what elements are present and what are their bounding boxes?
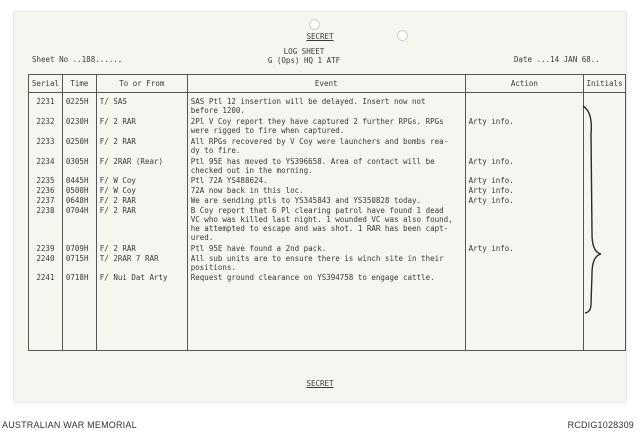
event-line: Ptl 95E have found a 2nd pack.	[190, 244, 327, 253]
cell-to-from: F/ Nui Dat Arty	[96, 272, 187, 282]
log-sheet-title: LOG SHEET	[283, 47, 325, 56]
cell-time: 0500H	[62, 185, 96, 195]
empty-cell	[62, 282, 96, 351]
cell-event	[187, 155, 465, 175]
log-sheet-page	[14, 12, 626, 402]
cell-action: Arty info.	[465, 195, 583, 205]
cell-event	[187, 272, 465, 282]
event-line: before 1200.	[190, 106, 245, 115]
cell-time: 0230H	[62, 115, 96, 135]
empty-cell	[187, 282, 465, 351]
cell-serial: 2238	[29, 205, 63, 242]
cell-to-from: F/ 2 RAR	[96, 195, 187, 205]
event-line: All sub units are to ensure there is winch site in their	[190, 254, 444, 263]
table-row	[29, 242, 626, 253]
date-trail: ..	[590, 55, 600, 64]
cell-time: 0718H	[62, 272, 96, 282]
log-date	[514, 55, 600, 64]
cell-time: 0225H	[62, 93, 96, 116]
event-line: SAS Ptl 12 insertion will be delayed. Insert now not	[190, 97, 426, 106]
table-row	[29, 195, 626, 205]
table-row	[29, 115, 626, 135]
cell-to-from: T/ 2RAR 7 RAR	[96, 253, 187, 272]
cell-action	[465, 253, 583, 272]
cell-serial: 2237	[29, 195, 63, 205]
table-row	[29, 205, 626, 242]
cell-event	[187, 135, 465, 155]
event-line: 72A now back in this loc.	[190, 186, 304, 195]
classification-bottom: SECRET	[306, 379, 334, 388]
archive-reference: RCDIG1028309	[567, 420, 634, 430]
initials-brace-mark	[579, 104, 609, 314]
event-line: positions.	[190, 263, 236, 272]
punch-hole	[309, 19, 320, 30]
event-line: 2Pl V Coy report they have captured 2 further RPGs. RPGs	[190, 117, 444, 126]
archive-credit: AUSTRALIAN WAR MEMORIAL	[2, 420, 137, 430]
cell-serial: 2239	[29, 242, 63, 253]
cell-event	[187, 205, 465, 242]
log-table	[28, 74, 626, 351]
cell-serial: 2236	[29, 185, 63, 195]
cell-action	[465, 205, 583, 242]
table-row	[29, 272, 626, 282]
table-row	[29, 155, 626, 175]
cell-serial: 2234	[29, 155, 63, 175]
cell-to-from: F/ 2 RAR	[96, 135, 187, 155]
cell-time: 0648H	[62, 195, 96, 205]
date-value: 14 JAN 68	[550, 55, 591, 64]
table-row	[29, 135, 626, 155]
table-row	[29, 185, 626, 195]
header-initials: Initials	[584, 75, 626, 93]
header-to-from: To or From	[96, 75, 187, 93]
header-action: Action	[465, 75, 583, 93]
cell-event	[187, 185, 465, 195]
sheet-number-value: 188	[81, 55, 96, 64]
cell-time: 0715H	[62, 253, 96, 272]
event-line: Ptl 72A YS488624.	[190, 176, 268, 185]
empty-cell	[29, 282, 63, 351]
cell-event	[187, 115, 465, 135]
event-line: We are sending ptls to YS345843 and YS350828 today.	[190, 196, 422, 205]
cell-to-from: F/ W Coy	[96, 185, 187, 195]
cell-event	[187, 93, 465, 116]
sheet-number-trail: ......	[95, 55, 123, 64]
table-row	[29, 253, 626, 272]
cell-event	[187, 253, 465, 272]
cell-serial: 2232	[29, 115, 63, 135]
sheet-number	[32, 55, 122, 64]
event-line: B Coy report that 6 Pl clearing patrol have found 1 dead	[190, 206, 444, 215]
header-event: Event	[187, 75, 465, 93]
cell-to-from: F/ 2 RAR	[96, 115, 187, 135]
date-label: Date ...	[514, 55, 551, 64]
cell-action: Arty info.	[465, 175, 583, 185]
cell-action: Arty info.	[465, 242, 583, 253]
cell-time: 0704H	[62, 205, 96, 242]
table-header-row	[29, 75, 626, 93]
cell-serial: 2233	[29, 135, 63, 155]
cell-serial: 2241	[29, 272, 63, 282]
cell-serial: 2240	[29, 253, 63, 272]
cell-event	[187, 175, 465, 185]
cell-action	[465, 93, 583, 116]
cell-action: Arty info.	[465, 155, 583, 175]
event-line: were rigged to fire when captured.	[190, 126, 345, 135]
cell-to-from: F/ W Coy	[96, 175, 187, 185]
cell-serial: 2231	[29, 93, 63, 116]
cell-to-from: F/ 2 RAR	[96, 242, 187, 253]
cell-event	[187, 242, 465, 253]
cell-to-from: T/ SAS	[96, 93, 187, 116]
header-time: Time	[62, 75, 96, 93]
cell-action: Arty info.	[465, 185, 583, 195]
cell-time: 0445H	[62, 175, 96, 185]
event-line: All RPGs recovered by V Coy were launchers and bombs rea-	[190, 137, 449, 146]
sheet-number-label: Sheet No ..	[32, 55, 82, 64]
cell-time: 0305H	[62, 155, 96, 175]
log-body	[29, 93, 626, 351]
cell-action: Arty info.	[465, 115, 583, 135]
cell-event	[187, 195, 465, 205]
table-filler-row	[29, 282, 626, 351]
table-row	[29, 175, 626, 185]
empty-cell	[465, 282, 583, 351]
empty-cell	[96, 282, 187, 351]
header-serial: Serial	[29, 75, 63, 93]
cell-time: 0709H	[62, 242, 96, 253]
cell-action	[465, 135, 583, 155]
log-sheet-unit: G (Ops) HQ 1 ATF	[267, 56, 341, 65]
cell-to-from: F/ 2RAR (Rear)	[96, 155, 187, 175]
event-line: Request ground clearance on YS394758 to engage cattle.	[190, 273, 435, 282]
classification-top: SECRET	[306, 32, 334, 41]
cell-time: 0250H	[62, 135, 96, 155]
event-line: he attempted to escape and was shot. 1 RAR has been capt-	[190, 224, 449, 233]
event-line: VC who was killed last night. 1 wounded VC was also found,	[190, 215, 453, 224]
table-row	[29, 93, 626, 116]
cell-action	[465, 272, 583, 282]
event-line: checked out in the morning.	[190, 166, 313, 175]
cell-serial: 2235	[29, 175, 63, 185]
cell-to-from: F/ 2 RAR	[96, 205, 187, 242]
event-line: ured.	[190, 233, 214, 242]
event-line: dy to fire.	[190, 146, 241, 155]
event-line: Ptl 95E has moved to YS396658. Area of contact will be	[190, 157, 435, 166]
